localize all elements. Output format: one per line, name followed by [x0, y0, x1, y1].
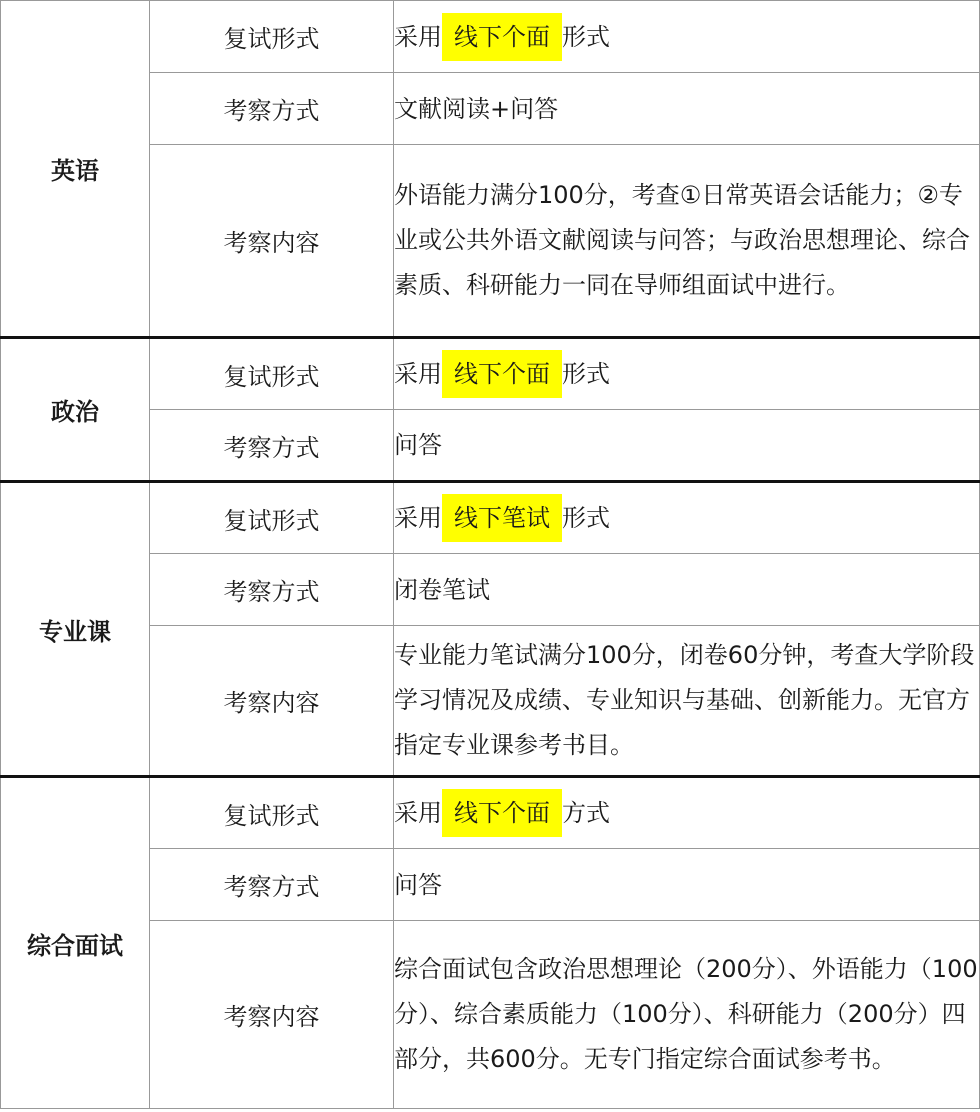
row-value: 采用 线下个面 形式 — [394, 1, 980, 73]
row-label: 复试形式 — [150, 482, 394, 554]
category-cell-english — [1, 1, 150, 338]
row-label: 复试形式 — [150, 1, 394, 73]
table-row — [1, 338, 980, 410]
highlighted-text: 线下个面 — [442, 789, 562, 837]
category-cell-interview — [1, 777, 150, 1109]
row-value: 专业能力笔试满分100分，闭卷60分钟，考查大学阶段学习情况及成绩、专业知识与基础、创新能力。无官方指定专业课参考书目。 — [394, 626, 980, 777]
category-cell-politics — [1, 338, 150, 482]
category-cell-major — [1, 482, 150, 777]
row-value: 采用 线下个面 形式 — [394, 338, 980, 410]
row-label: 复试形式 — [150, 338, 394, 410]
table-row — [1, 777, 980, 849]
row-value: 文献阅读+问答 — [394, 73, 980, 145]
highlighted-text: 线下个面 — [442, 13, 562, 61]
row-value: 采用 线下笔试 形式 — [394, 482, 980, 554]
row-label: 复试形式 — [150, 777, 394, 849]
table-row — [1, 1, 980, 73]
row-label: 考察内容 — [150, 145, 394, 338]
category-label: 综合面试 — [27, 931, 123, 960]
table-row — [1, 482, 980, 554]
category-label: 英语 — [51, 157, 99, 185]
row-value: 闭卷笔试 — [394, 554, 980, 626]
category-label: 专业课 — [39, 617, 111, 646]
row-label: 考察方式 — [150, 554, 394, 626]
row-label: 考察方式 — [150, 73, 394, 145]
row-label: 考察内容 — [150, 626, 394, 777]
highlighted-text: 线下个面 — [442, 350, 562, 398]
row-label: 考察方式 — [150, 849, 394, 921]
row-label: 考察方式 — [150, 410, 394, 482]
row-value: 问答 — [394, 410, 980, 482]
row-value: 采用 线下个面 方式 — [394, 777, 980, 849]
row-value: 外语能力满分100分，考查①日常英语会话能力；②专业或公共外语文献阅读与问答；与政治思想理论、综合素质、科研能力一同在导师组面试中进行。 — [394, 145, 980, 338]
highlighted-text: 线下笔试 — [442, 494, 562, 542]
row-label: 考察内容 — [150, 921, 394, 1109]
row-value: 综合面试包含政治思想理论（200分）、外语能力（100分）、综合素质能力（100分）、科研能力（200分）四部分，共600分。无专门指定综合面试参考书。 — [394, 921, 980, 1109]
category-label: 政治 — [51, 398, 99, 426]
row-value: 问答 — [394, 849, 980, 921]
